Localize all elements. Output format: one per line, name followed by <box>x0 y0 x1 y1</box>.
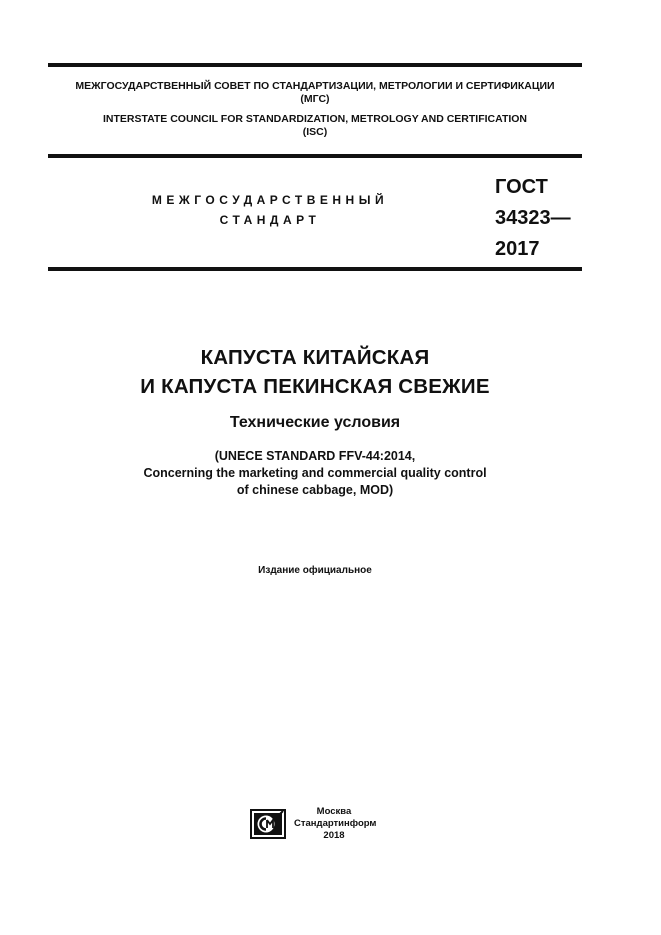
gost-designation <box>495 172 571 265</box>
council-abbr-en: (ISC) <box>302 126 328 138</box>
reference-line3: of chinese cabbage, MOD) <box>236 483 394 497</box>
council-name-en <box>48 113 582 139</box>
document-title <box>48 343 582 401</box>
official-edition-label: Издание официальное <box>258 565 372 576</box>
document-subtitle: Технические условия <box>229 414 401 431</box>
council-name-ru-text: МЕЖГОСУДАРСТВЕННЫЙ СОВЕТ ПО СТАНДАРТИЗАЦИИ, МЕТРОЛОГИИ И СЕРТИФИКАЦИИ <box>75 80 555 92</box>
publisher-name: Стандартинформ <box>294 818 377 829</box>
middle-rule <box>48 154 582 158</box>
reference-line1: (UNECE STANDARD FFV-44:2014, <box>214 449 416 463</box>
gost-year: 2017 <box>495 238 540 260</box>
council-name-ru <box>48 80 582 106</box>
gost-label: ГОСТ <box>495 176 548 198</box>
reference-line2: Concerning the marketing and commercial quality control <box>143 466 487 480</box>
publisher-block <box>294 806 377 842</box>
standard-kind-line1: МЕЖГОСУДАРСТВЕННЫЙ <box>151 193 389 207</box>
document-title-line2: И КАПУСТА ПЕКИНСКАЯ СВЕЖИЕ <box>140 375 490 398</box>
international-reference <box>48 448 582 499</box>
council-abbr-ru: (МГС) <box>300 93 330 105</box>
document-title-line1: КАПУСТА КИТАЙСКАЯ <box>200 346 430 369</box>
council-name-en-text: INTERSTATE COUNCIL FOR STANDARDIZATION, METROLOGY AND CERTIFICATION <box>102 113 528 125</box>
publisher-city: Москва <box>316 806 352 817</box>
standartinform-logo-icon <box>250 809 286 839</box>
bottom-rule <box>48 267 582 271</box>
top-rule <box>48 63 582 67</box>
standard-kind <box>120 190 420 230</box>
standard-kind-line2: СТАНДАРТ <box>219 213 321 227</box>
gost-number: 34323— <box>495 207 571 229</box>
publisher-year: 2018 <box>323 830 345 841</box>
